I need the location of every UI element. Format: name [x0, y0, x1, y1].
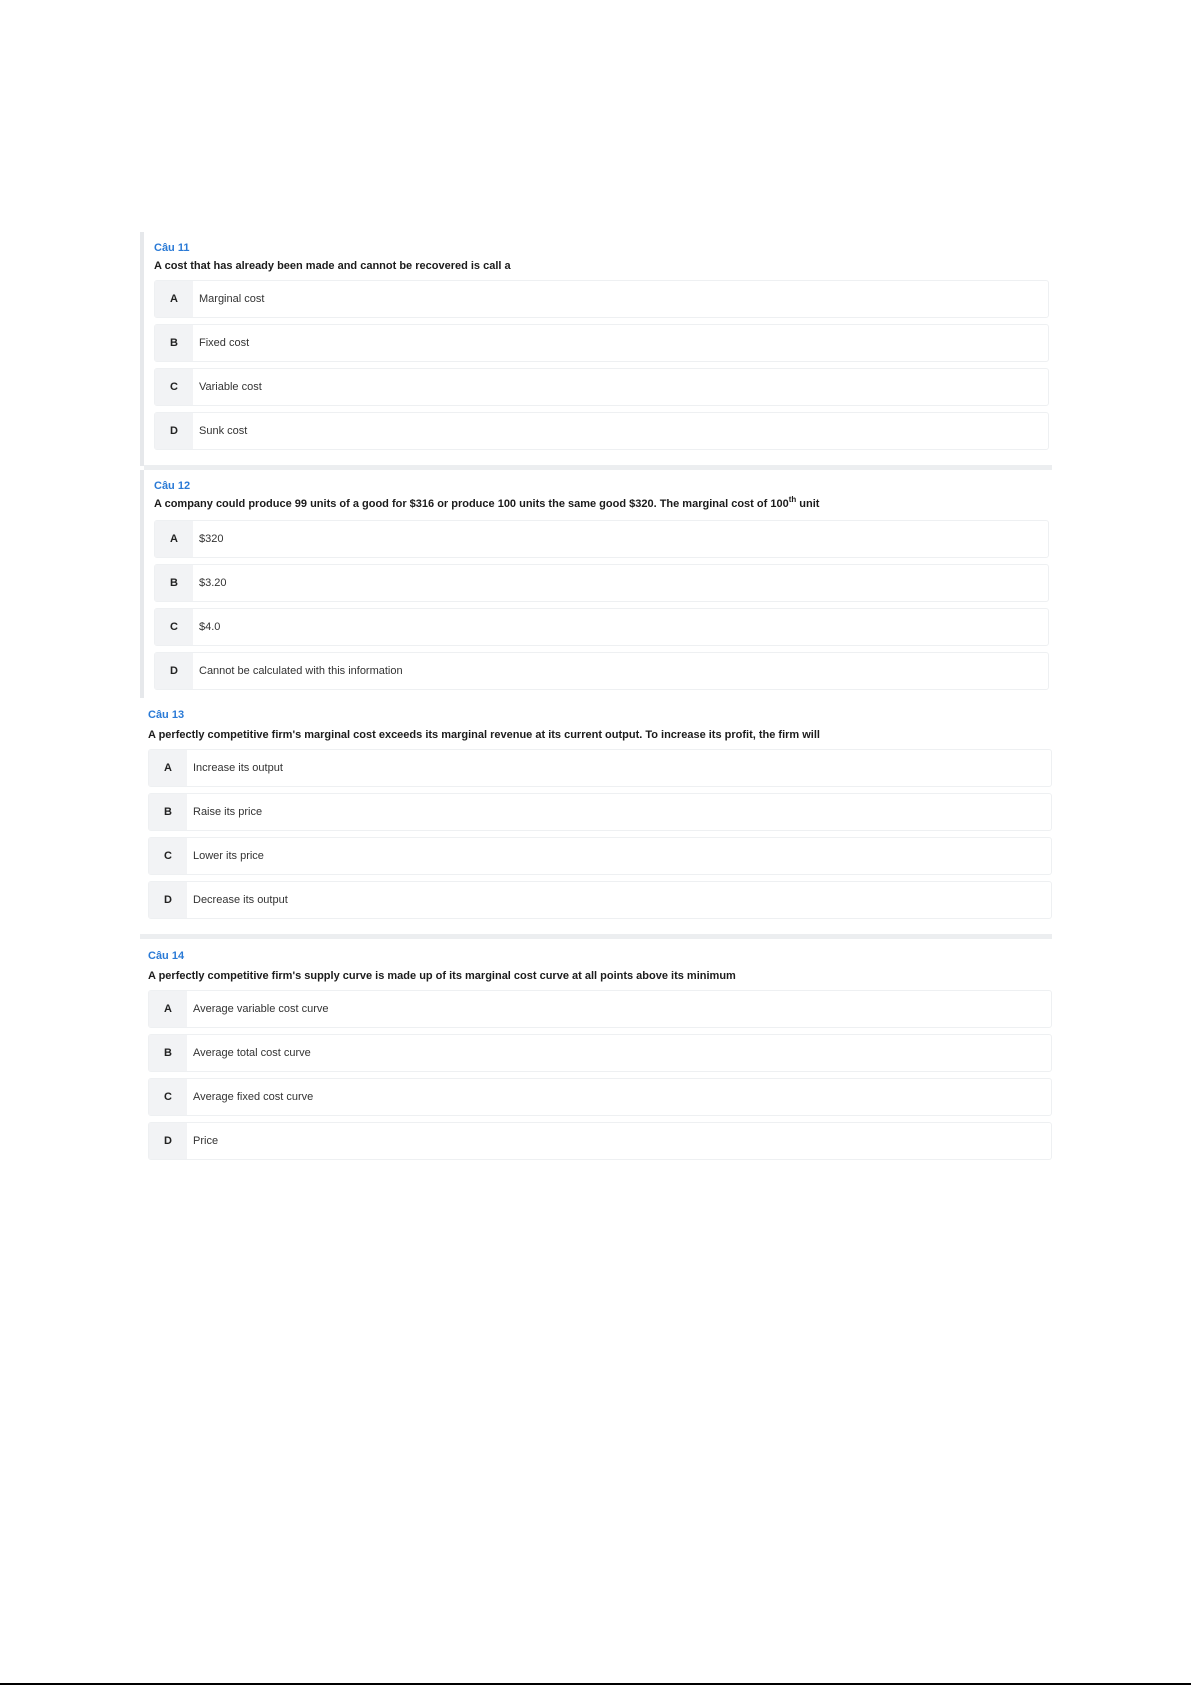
- option-c[interactable]: [148, 1078, 1052, 1116]
- option-text: Lower its price: [193, 850, 264, 862]
- question-text: A cost that has already been made and cannot be recovered is call a: [154, 260, 511, 272]
- option-letter: B: [155, 565, 193, 601]
- option-text: Increase its output: [193, 762, 283, 774]
- option-letter: A: [155, 521, 193, 557]
- option-letter: A: [149, 750, 187, 786]
- option-a[interactable]: [154, 280, 1049, 318]
- option-text: Decrease its output: [193, 894, 288, 906]
- section-divider: [140, 934, 1052, 939]
- option-letter: C: [149, 1079, 187, 1115]
- option-letter: A: [149, 991, 187, 1027]
- option-b[interactable]: [148, 793, 1052, 831]
- question-text: A perfectly competitive firm's supply curve is made up of its marginal cost curve at all points above its minimum: [148, 970, 736, 982]
- question-text: [154, 495, 820, 510]
- question-number: Câu 13: [148, 709, 185, 721]
- question-number: Câu 14: [148, 950, 185, 962]
- option-d[interactable]: [148, 881, 1052, 919]
- option-text: Average variable cost curve: [193, 1003, 329, 1015]
- option-d[interactable]: [154, 652, 1049, 690]
- question-number: Câu 11: [154, 242, 190, 254]
- question-11: [140, 232, 1046, 466]
- question-text-end: unit: [796, 498, 820, 510]
- option-letter: C: [149, 838, 187, 874]
- option-letter: C: [155, 369, 193, 405]
- option-b[interactable]: [148, 1034, 1052, 1072]
- question-12: [140, 470, 1046, 698]
- option-letter: B: [155, 325, 193, 361]
- question-14: [148, 950, 1054, 1170]
- option-text: Average total cost curve: [193, 1047, 311, 1059]
- option-text: Fixed cost: [199, 337, 250, 349]
- option-text: Sunk cost: [199, 425, 248, 437]
- option-letter: D: [149, 882, 187, 918]
- option-a[interactable]: [154, 520, 1049, 558]
- option-text: $320: [199, 533, 224, 545]
- option-d[interactable]: [154, 412, 1049, 450]
- option-text: Variable cost: [199, 381, 262, 393]
- option-text: $4.0: [199, 621, 221, 633]
- option-a[interactable]: [148, 990, 1052, 1028]
- option-letter: A: [155, 281, 193, 317]
- question-text-sup: th: [788, 495, 797, 504]
- option-letter: D: [155, 653, 193, 689]
- question-text-main: A company could produce 99 units of a good for $316 or produce 100 units the same good $320. The marginal cost of 100: [154, 498, 789, 510]
- option-b[interactable]: [154, 324, 1049, 362]
- option-d[interactable]: [148, 1122, 1052, 1160]
- option-c[interactable]: [154, 608, 1049, 646]
- question-13: [148, 709, 1054, 927]
- question-number: Câu 12: [154, 480, 191, 492]
- option-letter: C: [155, 609, 193, 645]
- option-text: Cannot be calculated with this information: [199, 665, 403, 677]
- option-text: $3.20: [199, 577, 227, 589]
- option-text: Average fixed cost curve: [193, 1091, 314, 1103]
- option-letter: B: [149, 1035, 187, 1071]
- option-letter: D: [149, 1123, 187, 1159]
- option-a[interactable]: [148, 749, 1052, 787]
- question-text: A perfectly competitive firm's marginal cost exceeds its marginal revenue at its current output. To increase its profit, the firm will: [148, 729, 820, 741]
- option-text: Price: [193, 1135, 219, 1147]
- option-b[interactable]: [154, 564, 1049, 602]
- option-letter: D: [155, 413, 193, 449]
- option-c[interactable]: [154, 368, 1049, 406]
- option-text: Marginal cost: [199, 293, 265, 305]
- option-letter: B: [149, 794, 187, 830]
- option-c[interactable]: [148, 837, 1052, 875]
- option-text: Raise its price: [193, 806, 263, 818]
